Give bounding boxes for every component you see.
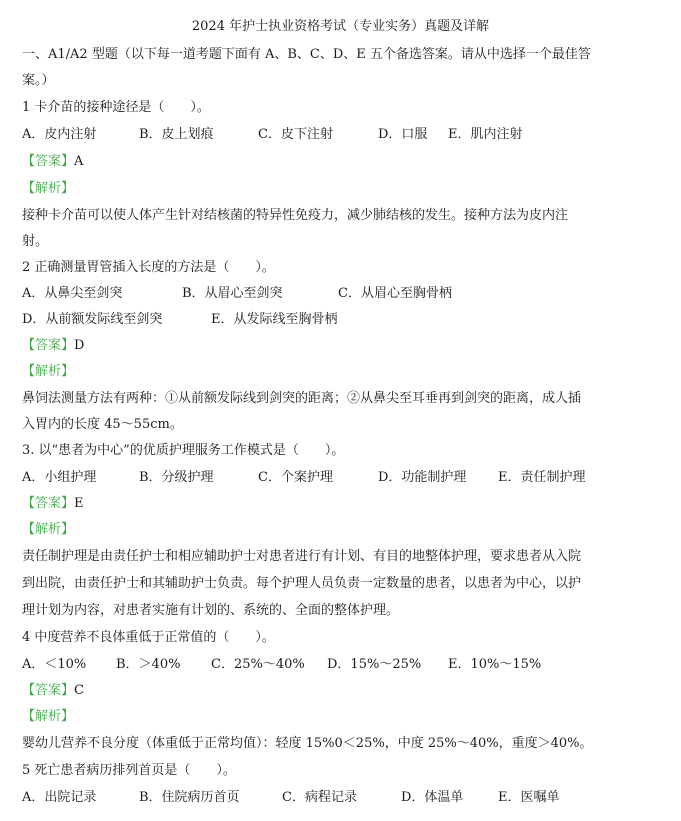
analysis-text: 婴幼儿营养不良分度（体重低于正常均值）：轻度 15%0＜25%，中度 25%～40%，重度＞40%。 — [22, 736, 593, 751]
answer-line — [22, 153, 83, 171]
option: E．责任制护理 — [498, 470, 586, 485]
option: A．小组护理 — [22, 470, 97, 485]
answer-tag: 【答案】 — [22, 154, 75, 169]
option: C．个案护理 — [258, 470, 333, 485]
analysis-text: 理计划为内容，对患者实施有计划的、系统的、全面的整体护理。 — [22, 603, 400, 618]
analysis-tag: 【解析】 — [22, 181, 75, 196]
option: A．出院记录 — [22, 790, 97, 805]
option: E．10%～15% — [448, 657, 542, 672]
answer-tag: 【答案】 — [22, 496, 75, 511]
analysis-tag: 【解析】 — [22, 709, 75, 724]
option: B．皮上划痕 — [139, 127, 214, 142]
option: B．从眉心至剑突 — [182, 286, 283, 301]
page-title: 2024 年护士执业资格考试（专业实务）真题及详解 — [191, 19, 490, 34]
question-stem: 1 卡介苗的接种途径是（ ）。 — [22, 100, 210, 115]
option: B．分级护理 — [139, 470, 214, 485]
section-heading-cont: 案。） — [22, 73, 55, 88]
answer-value: D — [74, 338, 85, 353]
analysis-text: 到出院，由责任护士和其辅助护士负责。每个护理人员负责一定数量的患者，以患者为中心，以护 — [22, 576, 582, 591]
option: E．从发际线至胸骨柄 — [211, 312, 338, 327]
analysis-text: 责任制护理是由责任护士和相应辅助护士对患者进行有计划、有目的地整体护理，要求患者从入院 — [22, 549, 582, 564]
option: C．病程记录 — [282, 790, 357, 805]
option: C．25%～40% — [211, 657, 305, 672]
answer-tag: 【答案】 — [22, 683, 75, 698]
analysis-tag: 【解析】 — [22, 364, 75, 379]
answer-line — [22, 495, 84, 513]
option: A．皮内注射 — [22, 127, 97, 142]
option: D．功能制护理 — [378, 470, 467, 485]
option: A．＜10% — [22, 657, 87, 672]
analysis-text: 接种卡介苗可以使人体产生针对结核菌的特异性免疫力，减少肺结核的发生。接种方法为皮内注 — [22, 208, 569, 223]
analysis-text: 入胃内的长度 45～55cm。 — [22, 417, 183, 432]
option: C．皮下注射 — [258, 127, 333, 142]
option: B．＞40% — [116, 657, 181, 672]
question-stem: 2 正确测量胃管插入长度的方法是（ ）。 — [22, 260, 275, 275]
answer-tag: 【答案】 — [22, 338, 75, 353]
option: D．从前额发际线至剑突 — [22, 312, 163, 327]
analysis-text: 射。 — [22, 234, 49, 249]
answer-value: A — [74, 154, 84, 169]
answer-value: C — [74, 683, 84, 698]
option: D．15%～25% — [327, 657, 422, 672]
answer-line — [22, 682, 84, 700]
answer-value: E — [74, 496, 84, 511]
option: B．住院病历首页 — [139, 790, 240, 805]
analysis-tag: 【解析】 — [22, 522, 75, 537]
option: E．肌内注射 — [448, 127, 523, 142]
section-heading: 一、A1/A2 型题（以下每一道考题下面有 A、B、C、D、E 五个备选答案。请从中选择一个最佳答 — [22, 47, 591, 62]
question-stem: 3. 以“患者为中心”的优质护理服务工作模式是（ ）。 — [22, 443, 345, 458]
option: A．从鼻尖至剑突 — [22, 286, 123, 301]
option: D．体温单 — [401, 790, 464, 805]
option: D．口服 — [378, 127, 428, 142]
answer-line — [22, 337, 84, 355]
question-stem: 5 死亡患者病历排列首页是（ ）。 — [22, 763, 236, 778]
option: C．从眉心至胸骨柄 — [338, 286, 452, 301]
analysis-text: 鼻饲法测量方法有两种：①从前额发际线到剑突的距离；②从鼻尖至耳垂再到剑突的距离，成人插 — [22, 391, 582, 406]
option: E．医嘱单 — [498, 790, 560, 805]
question-stem: 4 中度营养不良体重低于正常值的（ ）。 — [22, 630, 275, 645]
